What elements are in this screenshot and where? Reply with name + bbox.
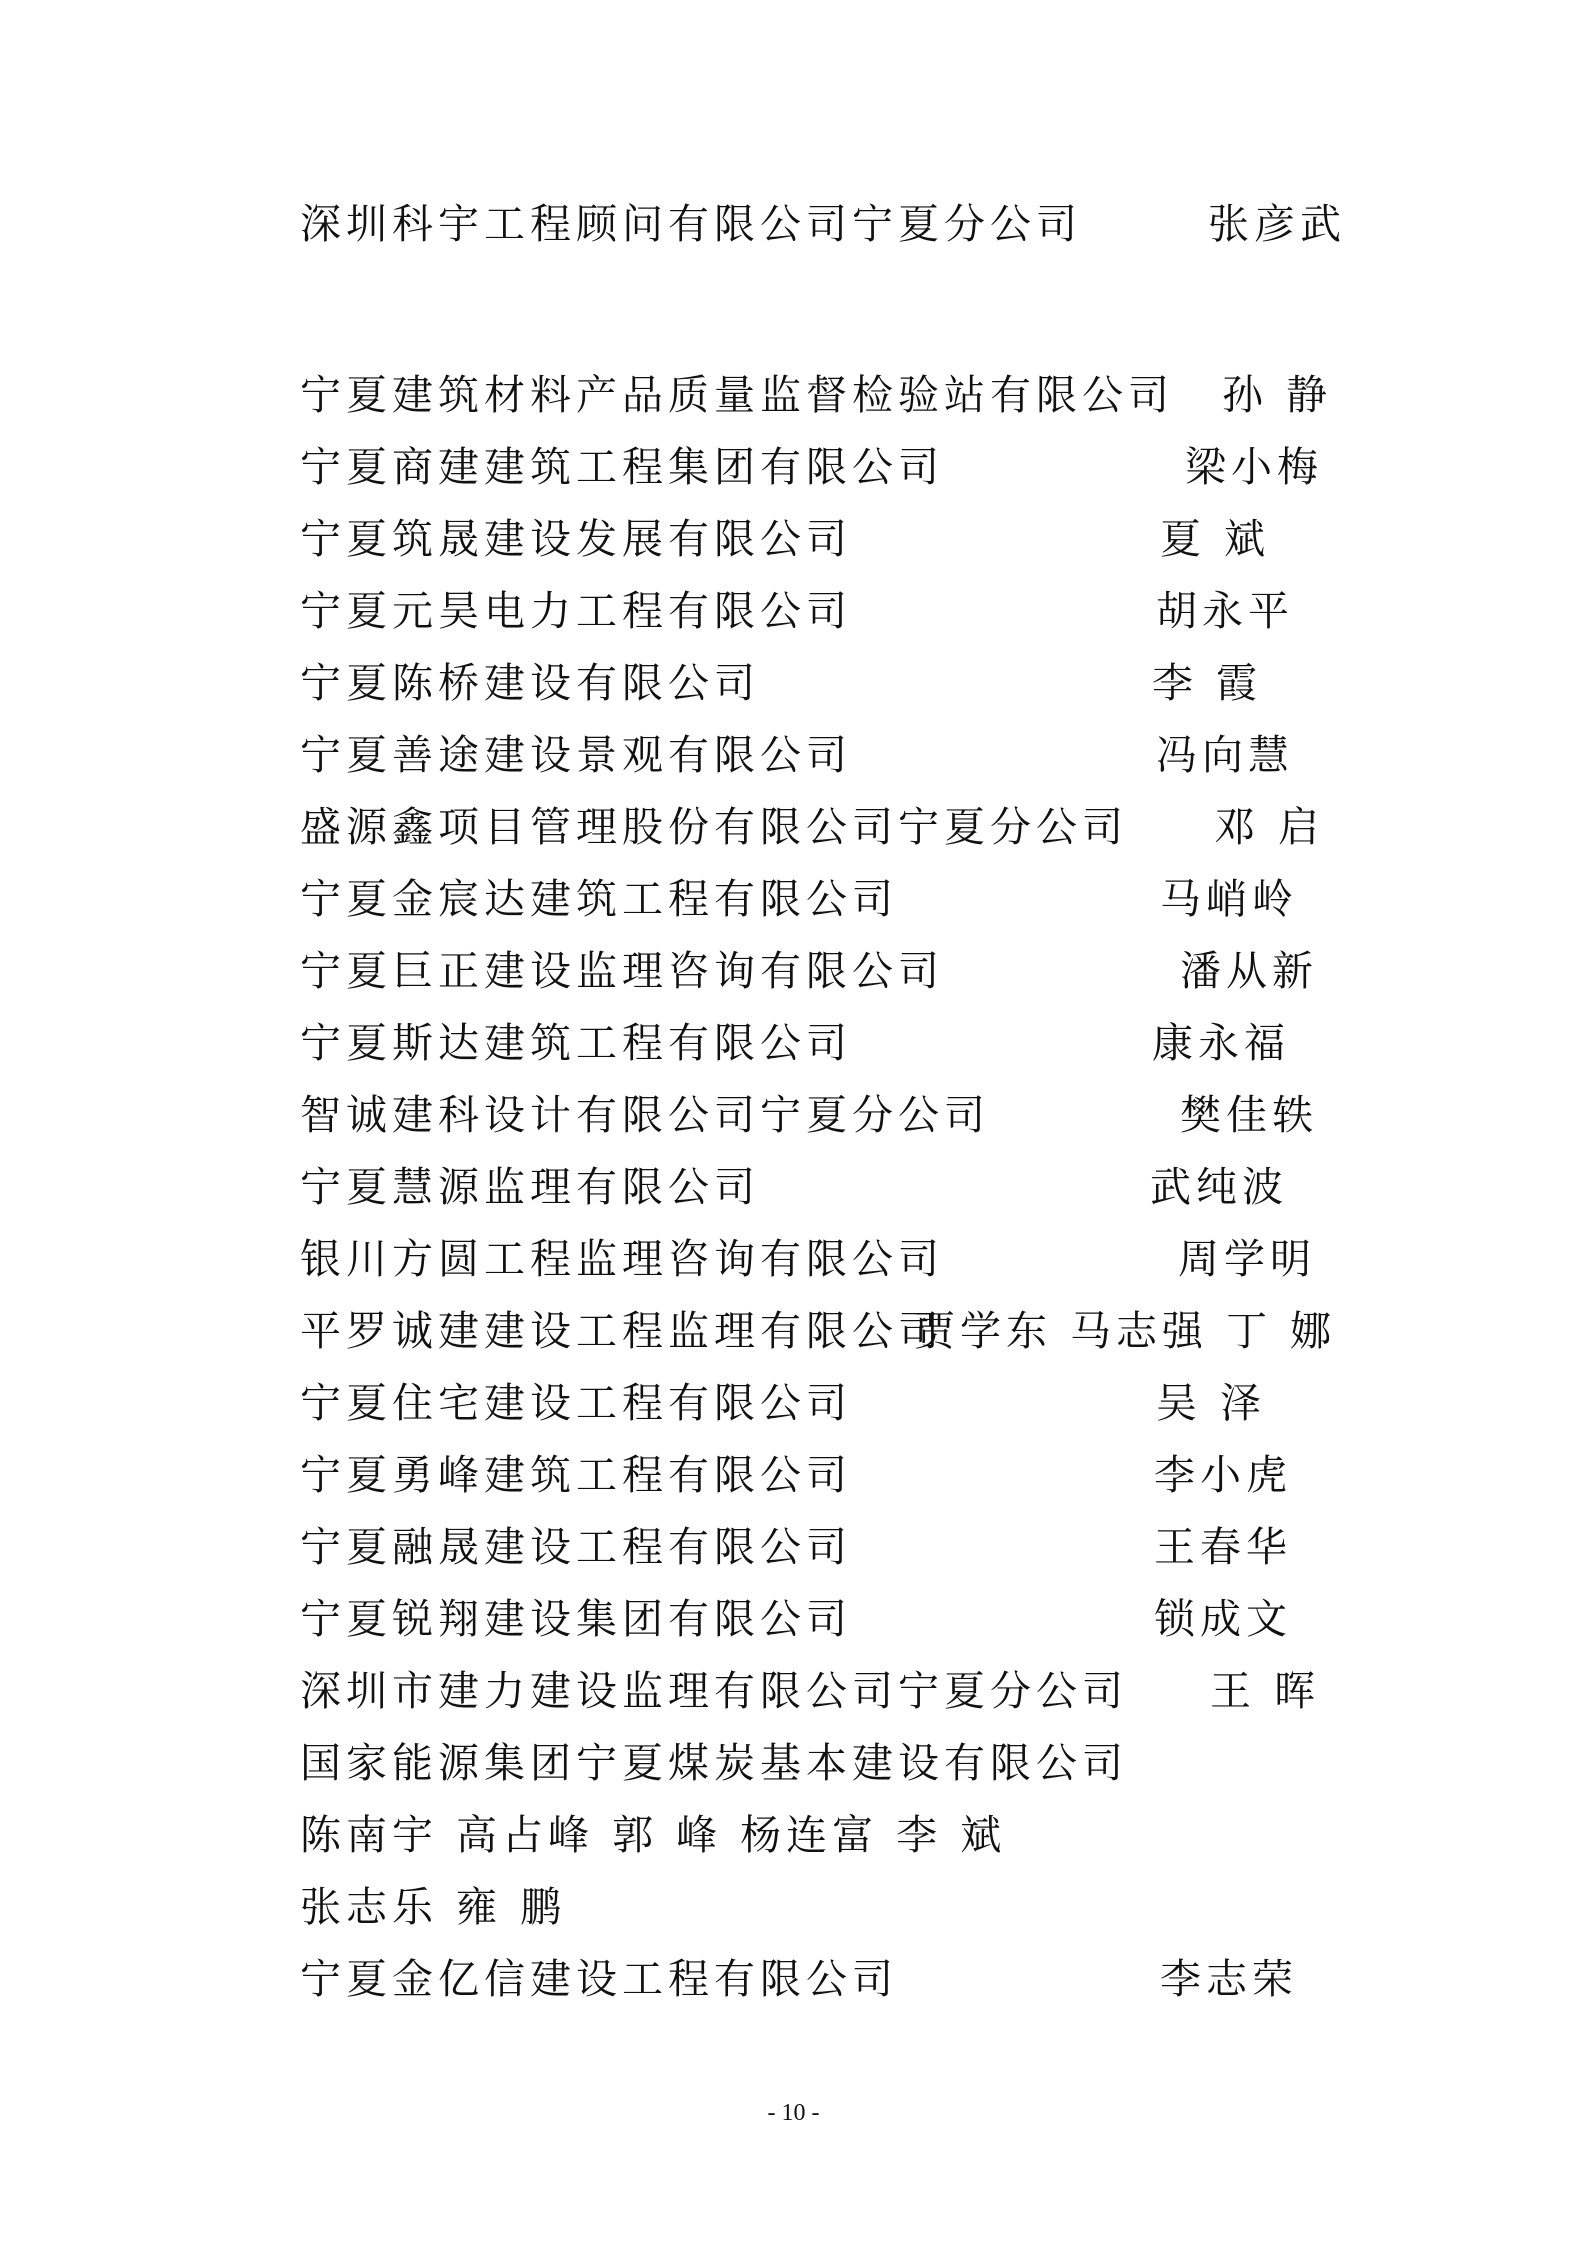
- organization-name: 宁夏勇峰建筑工程有限公司: [300, 1451, 852, 1499]
- organization-name: 宁夏斯达建筑工程有限公司: [300, 1019, 852, 1067]
- organization-name: 宁夏陈桥建设有限公司: [300, 659, 760, 707]
- list-item: [0, 647, 1587, 719]
- list-item: [0, 359, 1587, 431]
- organization-name: 宁夏住宅建设工程有限公司: [300, 1379, 852, 1427]
- list-item: [0, 431, 1587, 503]
- list-item: [0, 1727, 1587, 1799]
- list-item: [0, 1583, 1587, 1655]
- person-name: 李 霞: [1152, 659, 1263, 707]
- person-name: 马峭岭: [1160, 875, 1298, 923]
- page-number: - 10 -: [767, 2100, 820, 2126]
- organization-name: 宁夏融晟建设工程有限公司: [300, 1523, 852, 1571]
- person-name: 孙 静: [1222, 371, 1333, 419]
- list-item: [0, 863, 1587, 935]
- organization-name: 深圳市建力建设监理有限公司宁夏分公司: [300, 1667, 1128, 1715]
- person-name: 张彦武: [1208, 200, 1346, 248]
- list-item: [0, 719, 1587, 791]
- list-item: [0, 1079, 1587, 1151]
- person-name: 王 晖: [1210, 1667, 1321, 1715]
- list-item: [0, 1655, 1587, 1727]
- list-item: [0, 1223, 1587, 1295]
- list-item: [0, 1007, 1587, 1079]
- organization-name: 宁夏锐翔建设集团有限公司: [300, 1595, 852, 1643]
- list-item: [0, 1367, 1587, 1439]
- person-name: 邓 启: [1214, 803, 1325, 851]
- person-name: 锁成文: [1154, 1595, 1292, 1643]
- list-item: [0, 1511, 1587, 1583]
- organization-name: 宁夏商建建筑工程集团有限公司: [300, 443, 944, 491]
- list-item: [0, 188, 1587, 260]
- list-item: [0, 935, 1587, 1007]
- person-name: 王春华: [1154, 1523, 1292, 1571]
- list-item: [0, 1439, 1587, 1511]
- person-name: 梁小梅: [1185, 443, 1323, 491]
- list-item: [0, 791, 1587, 863]
- organization-name: 宁夏元昊电力工程有限公司: [300, 587, 852, 635]
- person-name: 康永福: [1152, 1019, 1290, 1067]
- organization-name: 宁夏慧源监理有限公司: [300, 1163, 760, 1211]
- organization-name: 盛源鑫项目管理股份有限公司宁夏分公司: [300, 803, 1128, 851]
- person-name: 周学明: [1178, 1235, 1316, 1283]
- person-name: 武纯波: [1150, 1163, 1288, 1211]
- organization-name: 宁夏筑晟建设发展有限公司: [300, 515, 852, 563]
- organization-name: 宁夏善途建设景观有限公司: [300, 731, 852, 779]
- person-name: 李小虎: [1154, 1451, 1292, 1499]
- organization-name: 宁夏建筑材料产品质量监督检验站有限公司: [300, 371, 1174, 419]
- list-item: [0, 503, 1587, 575]
- person-name: 贾学东 马志强 丁 娜: [914, 1307, 1337, 1355]
- organization-name: 银川方圆工程监理咨询有限公司: [300, 1235, 944, 1283]
- person-name: 李志荣: [1160, 1955, 1298, 2003]
- list-item: [0, 1151, 1587, 1223]
- person-name: 胡永平: [1156, 587, 1294, 635]
- organization-name: 宁夏巨正建设监理咨询有限公司: [300, 947, 944, 995]
- person-name: 冯向慧: [1156, 731, 1294, 779]
- organization-name: 平罗诚建建设工程监理有限公司: [300, 1307, 944, 1355]
- person-name: 吴 泽: [1156, 1379, 1267, 1427]
- person-name: 夏 斌: [1160, 515, 1271, 563]
- list-item: [0, 1871, 1587, 1943]
- organization-name: 智诚建科设计有限公司宁夏分公司: [300, 1091, 990, 1139]
- organization-name: 宁夏金亿信建设工程有限公司: [300, 1955, 898, 2003]
- person-names-line: 张志乐 雍 鹏: [300, 1883, 567, 1931]
- list-item: [0, 1799, 1587, 1871]
- organization-name: 深圳科宇工程顾问有限公司宁夏分公司: [300, 200, 1082, 248]
- list-item: [0, 1943, 1587, 2015]
- person-names-line: 陈南宇 高占峰 郭 峰 杨连富 李 斌: [300, 1811, 1007, 1859]
- person-name: 樊佳轶: [1180, 1091, 1318, 1139]
- organization-name: 国家能源集团宁夏煤炭基本建设有限公司: [300, 1739, 1128, 1787]
- organization-name: 宁夏金宸达建筑工程有限公司: [300, 875, 898, 923]
- list-item: [0, 1295, 1587, 1367]
- person-name: 潘从新: [1180, 947, 1318, 995]
- list-item: [0, 575, 1587, 647]
